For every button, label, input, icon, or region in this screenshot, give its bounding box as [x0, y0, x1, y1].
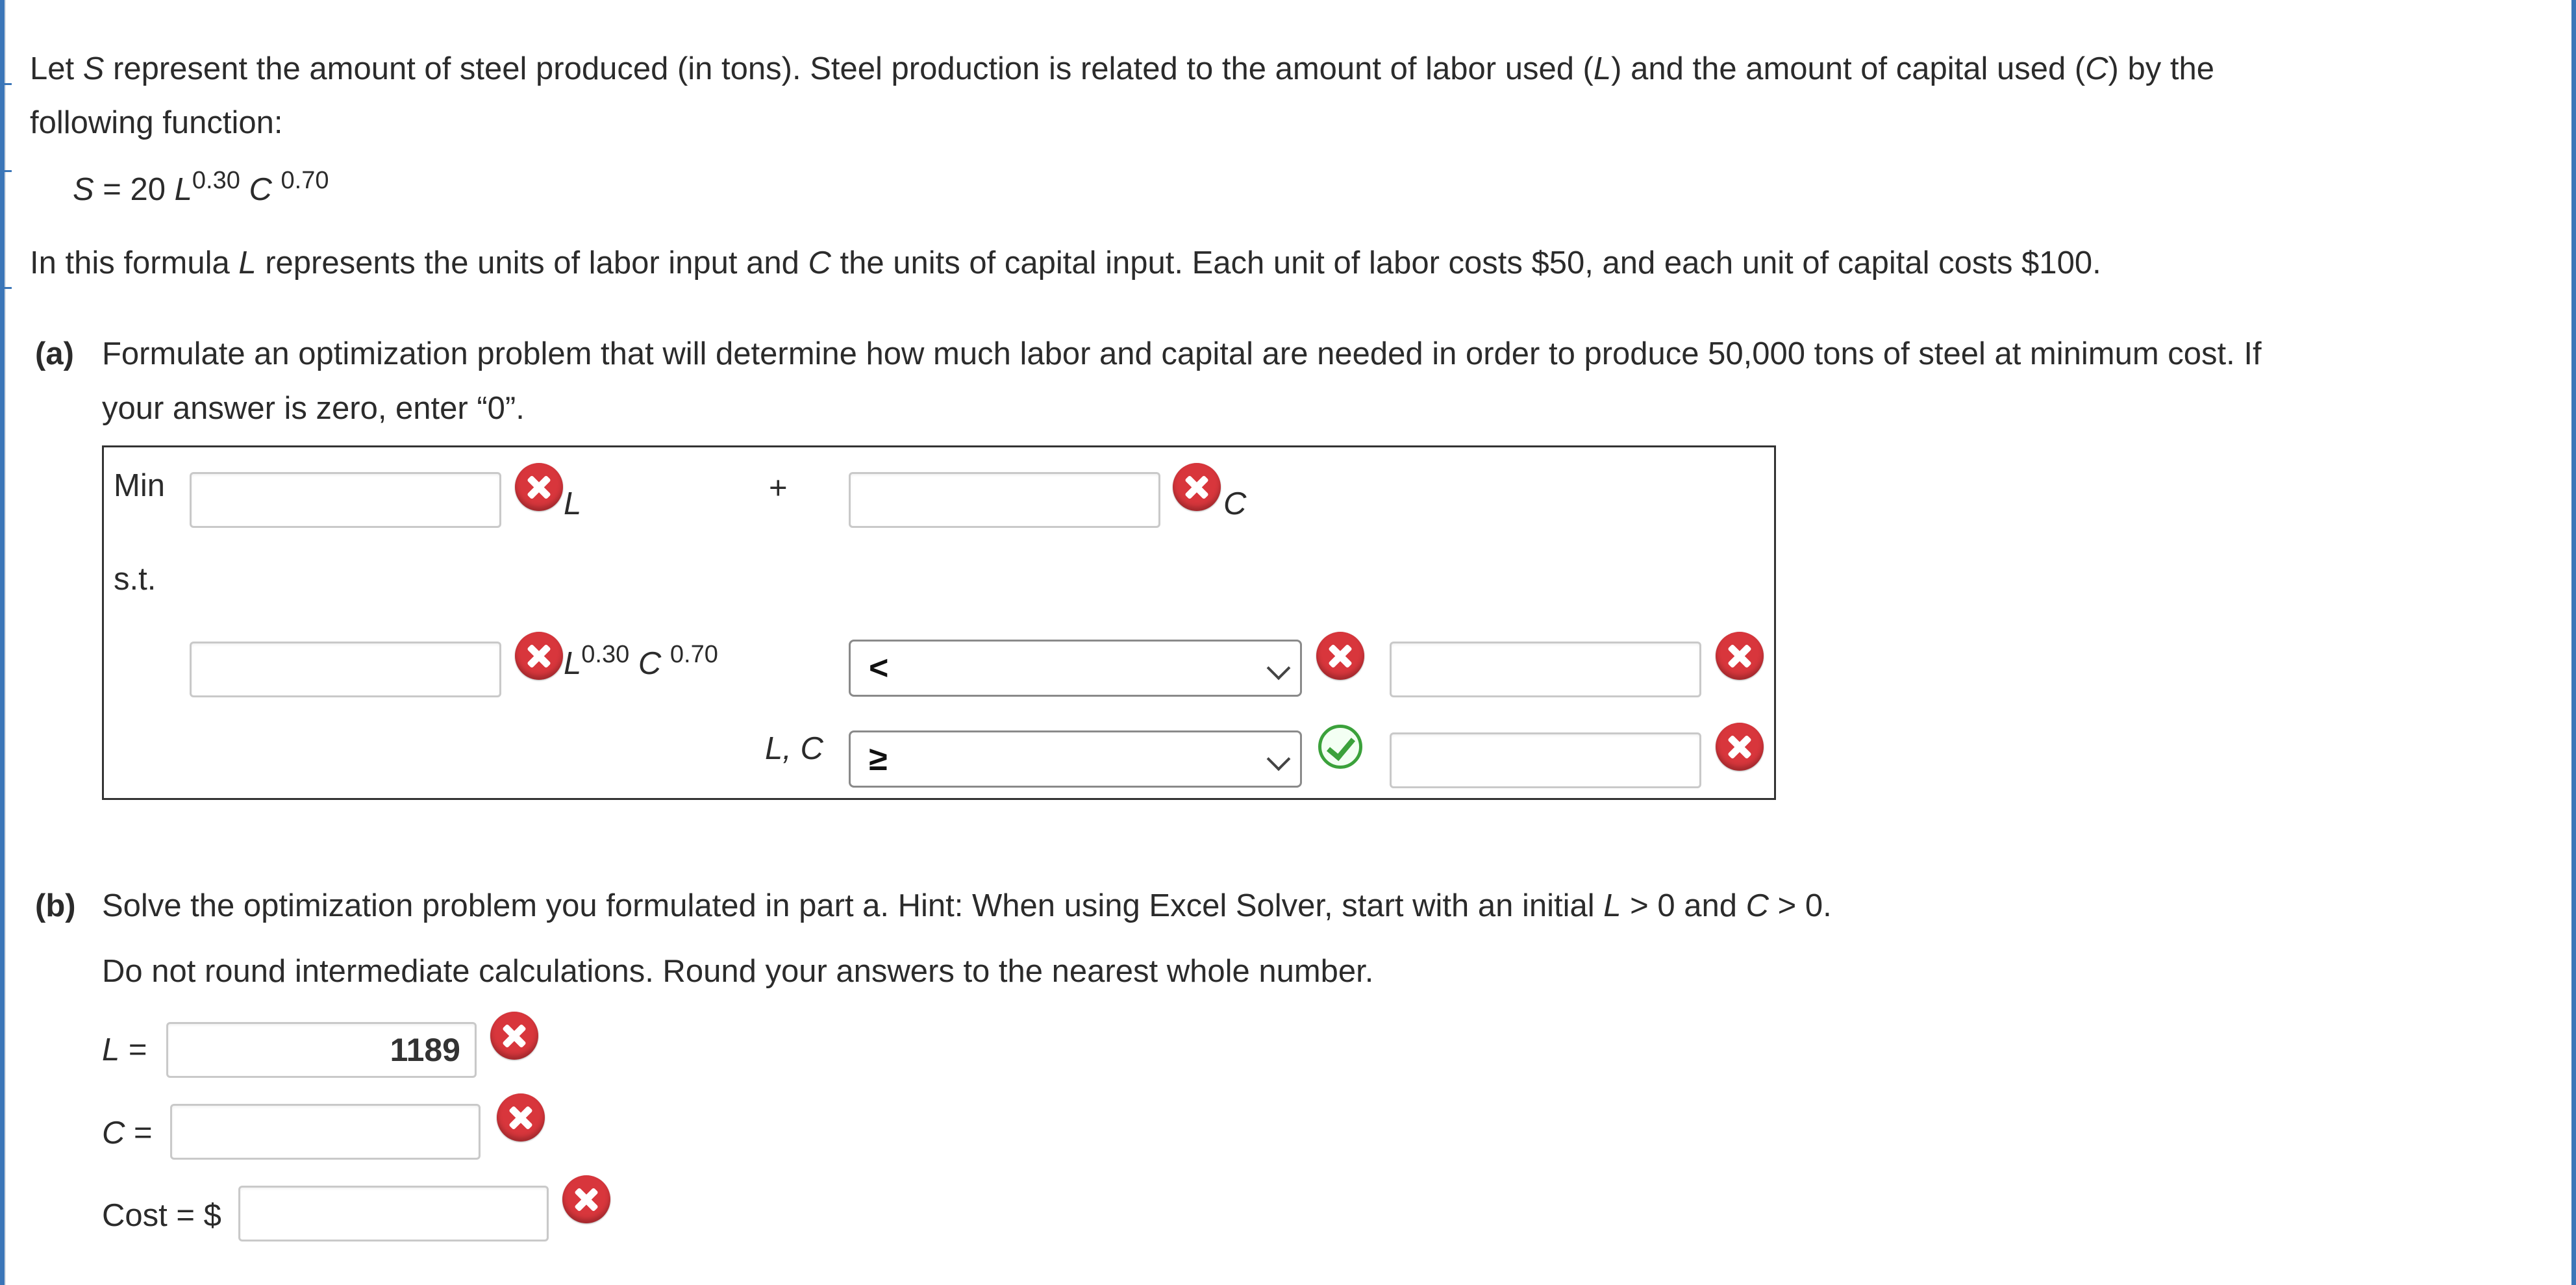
nonnegativity-variables: L, C	[765, 731, 823, 766]
L-answer-label: L =	[102, 1032, 147, 1067]
left-tick	[0, 83, 12, 85]
right-accent-bar	[2571, 0, 2576, 1285]
part-a-text-1: Formulate an optimization problem that will determine how much labor and capital are needed in order to produce 50,000 tons of steel at minimum cost. If	[102, 336, 2262, 371]
intro-line-1: Let S represent the amount of steel produced (in tons). Steel production is related to the amount of labor used (L) and the amount of capital used (C) by the	[30, 51, 2214, 86]
left-tick	[0, 287, 12, 289]
x-error-icon	[1173, 463, 1221, 511]
x-error-icon	[1316, 632, 1364, 680]
C-answer-input[interactable]	[170, 1104, 481, 1160]
constraint-expression: $L^{0.30}$ C $^{0.70}$	[564, 641, 718, 681]
x-error-icon	[490, 1012, 538, 1060]
min-label: Min	[114, 468, 165, 503]
subject-to-label: s.t.	[114, 562, 156, 597]
constraint-sign-value: <	[869, 649, 889, 687]
x-error-icon	[1716, 723, 1764, 771]
x-error-icon	[515, 463, 563, 511]
part-a-text-2: your answer is zero, enter “0”.	[102, 391, 525, 426]
nonnegativity-sign-select[interactable]	[849, 730, 1302, 788]
chevron-down-icon	[1267, 656, 1291, 680]
check-correct-icon	[1318, 725, 1362, 769]
x-error-icon	[1716, 632, 1764, 680]
part-b-text: Solve the optimization problem you formulated in part a. Hint: When using Excel Solver, start with an initial L > 0 and C > 0.	[102, 888, 1832, 923]
cost-answer-input[interactable]	[238, 1186, 549, 1241]
plus-sign: +	[769, 471, 788, 506]
nonnegativity-rhs-input[interactable]	[1390, 732, 1701, 788]
x-error-icon	[515, 632, 563, 680]
left-accent-bar	[0, 0, 5, 1285]
cost-answer-label: Cost = $	[102, 1198, 221, 1233]
min-L-coefficient-input[interactable]	[190, 472, 501, 528]
L-answer-input[interactable]: 1189	[166, 1022, 477, 1078]
constraint-sign-select[interactable]	[849, 640, 1302, 697]
production-formula: S = 20 $L^{0.30}$ C $^{0.70}$	[73, 167, 329, 207]
min-L-variable: L	[564, 486, 582, 521]
nonnegativity-sign-value: ≥	[869, 740, 888, 778]
part-b-rounding-note: Do not round intermediate calculations. Round your answers to the nearest whole number.	[102, 954, 1374, 989]
left-tick	[0, 170, 12, 172]
C-answer-label: C =	[102, 1116, 153, 1151]
intro-line-3: In this formula L represents the units of labor input and C the units of capital input. Each unit of labor costs $50, and each unit of capital costs $100.	[30, 245, 2101, 281]
part-b-label: (b)	[35, 888, 76, 923]
part-a-label: (a)	[35, 336, 74, 371]
x-error-icon	[497, 1093, 545, 1142]
min-C-coefficient-input[interactable]	[849, 472, 1160, 528]
chevron-down-icon	[1267, 747, 1291, 771]
intro-line-2: following function:	[30, 105, 283, 140]
x-error-icon	[562, 1175, 610, 1223]
min-C-variable: C	[1223, 486, 1247, 521]
constraint-coefficient-input[interactable]	[190, 642, 501, 697]
constraint-rhs-input[interactable]	[1390, 642, 1701, 697]
left-border-line	[5, 0, 6, 1285]
